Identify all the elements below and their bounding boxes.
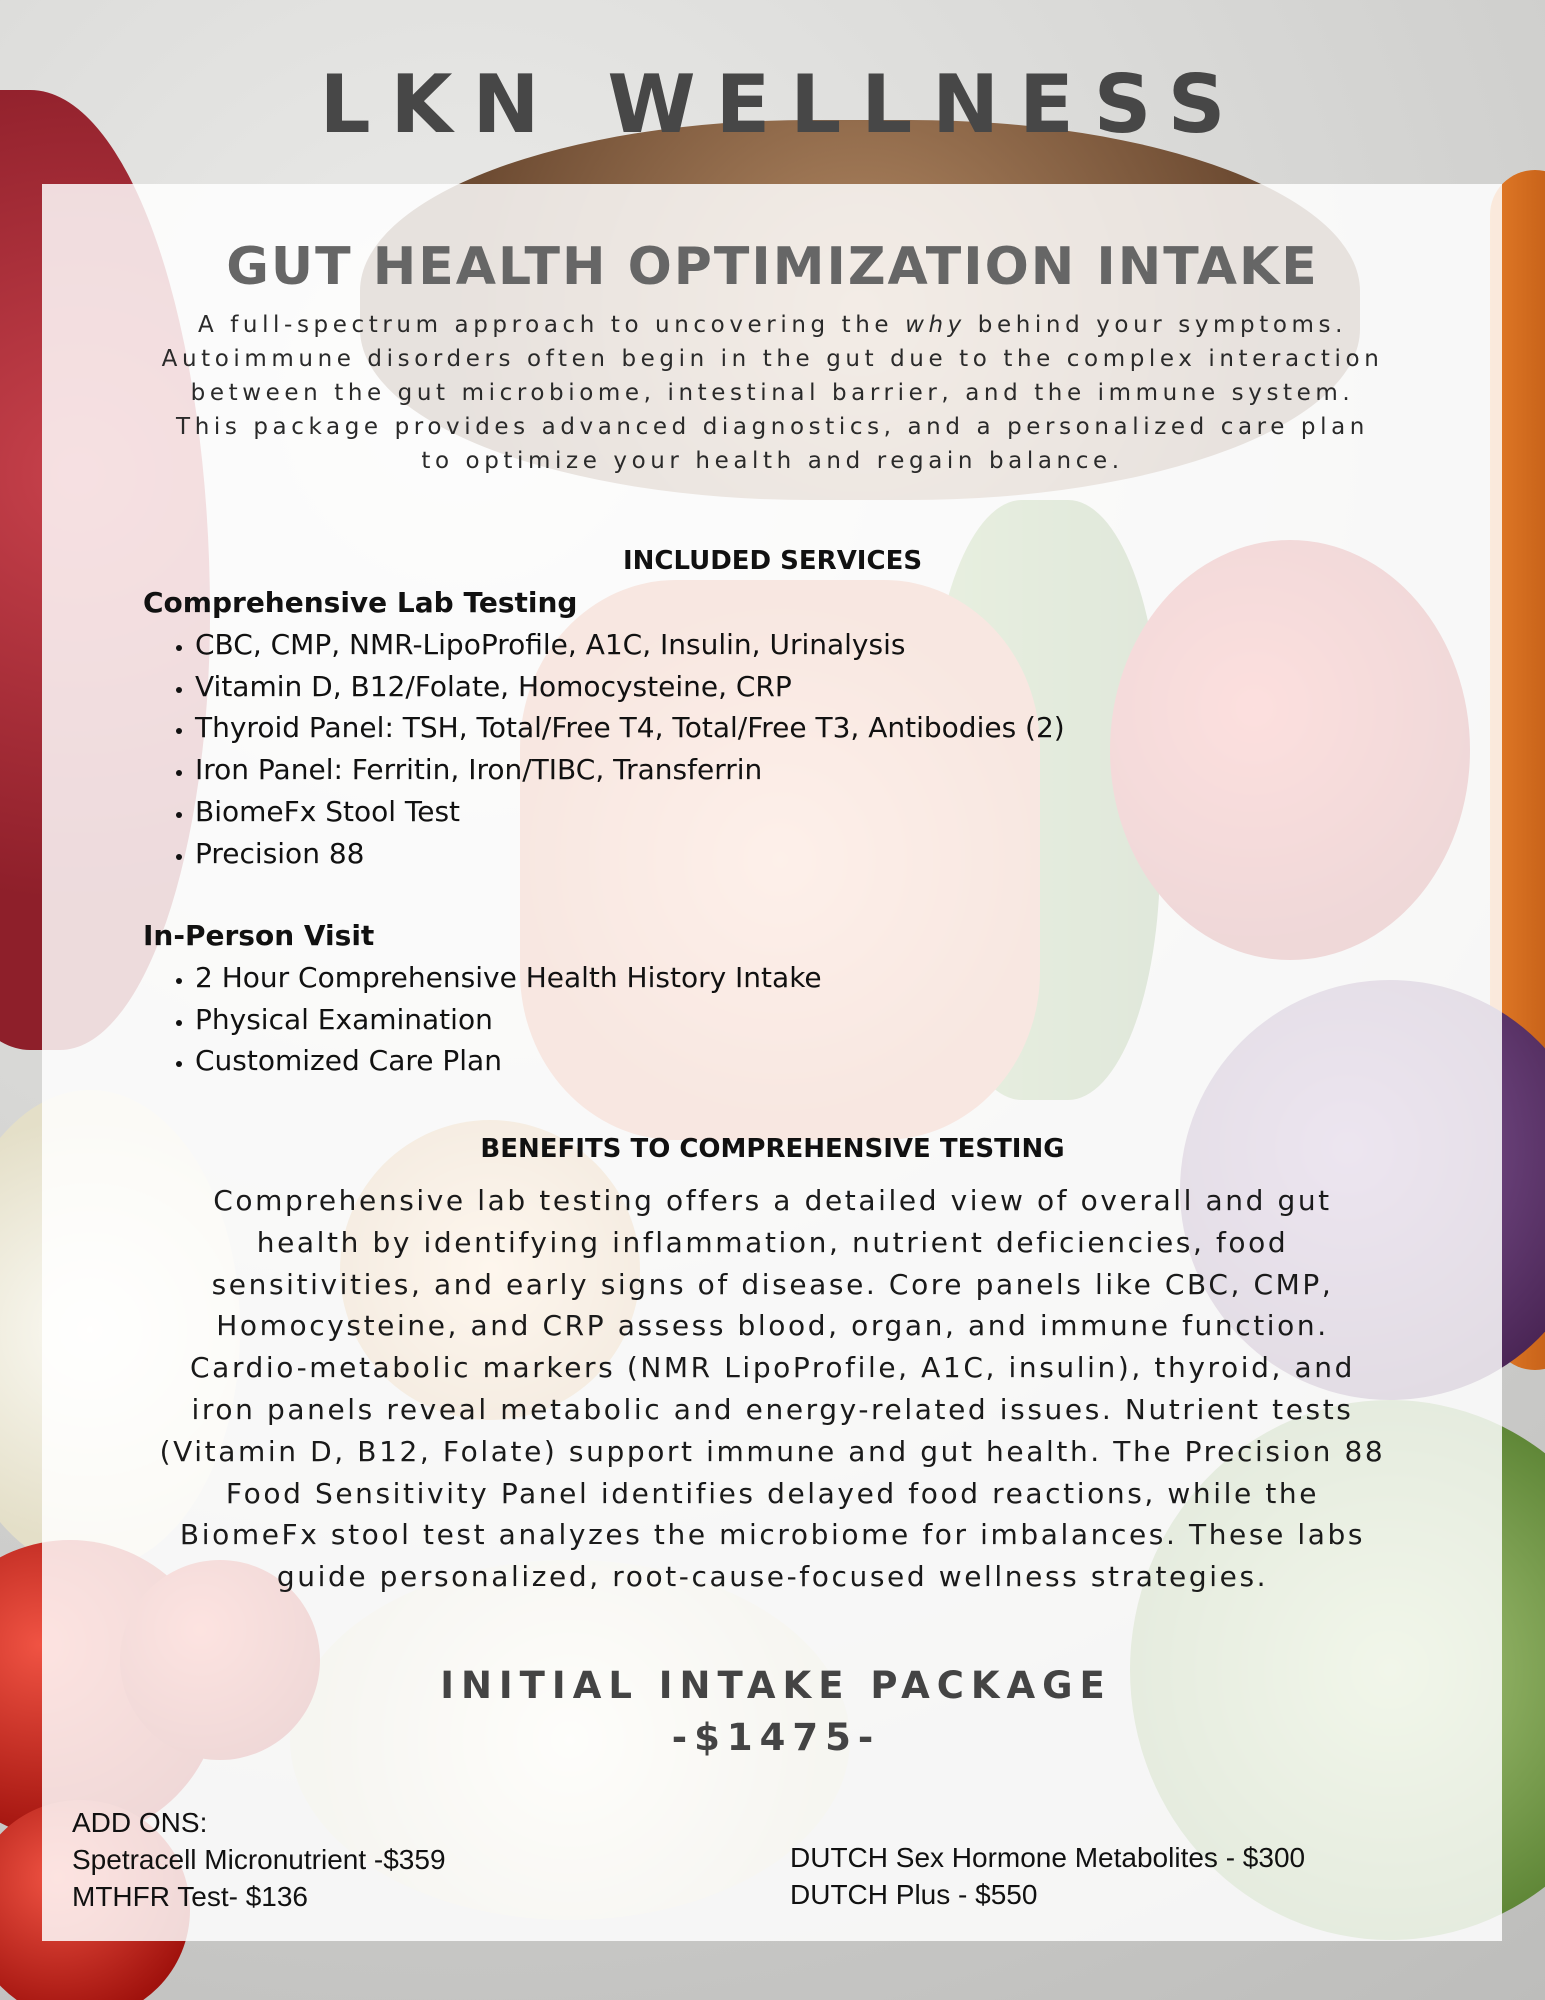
benefits-line: BiomeFx stool test analyzes the microbiome for imbalances. These labs — [179, 1518, 1366, 1552]
intro-line: Autoimmune disorders often begin in the gut due to the complex interaction — [161, 346, 1384, 372]
benefits-line: iron panels reveal metabolic and energy-related issues. Nutrient tests — [191, 1392, 1354, 1426]
in-person-visit-list — [143, 957, 822, 1082]
list-item: • BiomeFx Stool Test — [195, 791, 1065, 833]
intro-paragraph — [120, 308, 1425, 478]
addon-item: DUTCH Sex Hormone Metabolites - $300 — [790, 1842, 1306, 1873]
intro-line: A full-spectrum approach to uncovering the why behind your symptoms. — [197, 312, 1348, 338]
page-title: GUT HEALTH OPTIMIZATION INTAKE — [226, 237, 1319, 297]
list-item: • Vitamin D, B12/Folate, Homocysteine, CRP — [195, 666, 1065, 708]
benefits-line: (Vitamin D, B12, Folate) support immune and gut health. The Precision 88 — [159, 1434, 1386, 1468]
intro-line: between the gut microbiome, intestinal barrier, and the immune system. — [190, 380, 1355, 406]
benefits-line: Cardio-metabolic markers (NMR LipoProfile, A1C, insulin), thyroid, and — [190, 1351, 1355, 1385]
addon-item: DUTCH Plus - $550 — [790, 1879, 1038, 1910]
list-item: • Physical Examination — [195, 999, 822, 1041]
benefits-line: Food Sensitivity Panel identifies delayed food reactions, while the — [225, 1476, 1320, 1510]
benefits-heading: BENEFITS TO COMPREHENSIVE TESTING — [480, 1134, 1065, 1164]
addons-right-column — [790, 1839, 1305, 1913]
benefits-paragraph — [140, 1180, 1405, 1598]
benefits-line: sensitivities, and early signs of disease. Core panels like CBC, CMP, — [211, 1267, 1334, 1301]
addons-left-column — [72, 1804, 446, 1915]
intro-line: to optimize your health and regain balance. — [421, 448, 1124, 474]
list-item: • Precision 88 — [195, 833, 1065, 875]
addon-item: MTHFR Test- $136 — [72, 1881, 308, 1912]
intro-line: This package provides advanced diagnostics, and a personalized care plan — [176, 414, 1369, 440]
lab-testing-list — [143, 624, 1065, 874]
brand-title: LKN WELLNESS — [319, 58, 1246, 151]
addon-item: Spetracell Micronutrient -$359 — [72, 1844, 446, 1875]
addons-heading: ADD ONS: — [72, 1807, 208, 1838]
intro-emphasis: why — [905, 312, 966, 338]
package-price: -$1475- — [671, 1716, 881, 1759]
package-label: INITIAL INTAKE PACKAGE — [440, 1664, 1112, 1707]
list-item: • Iron Panel: Ferritin, Iron/TIBC, Transferrin — [195, 749, 1065, 791]
benefits-line: health by identifying inflammation, nutrient deficiencies, food — [256, 1225, 1289, 1259]
list-item: • 2 Hour Comprehensive Health History Intake — [195, 957, 822, 999]
included-services-heading: INCLUDED SERVICES — [622, 546, 923, 576]
benefits-line: Comprehensive lab testing offers a detailed view of overall and gut — [213, 1184, 1332, 1217]
lab-testing-heading: Comprehensive Lab Testing — [143, 586, 578, 619]
list-item: • CBC, CMP, NMR-LipoProfile, A1C, Insulin, Urinalysis — [195, 624, 1065, 666]
benefits-line: guide personalized, root-cause-focused wellness strategies. — [276, 1560, 1269, 1594]
in-person-visit-heading: In-Person Visit — [143, 919, 375, 952]
benefits-line: Homocysteine, and CRP assess blood, organ, and immune function. — [216, 1309, 1329, 1343]
list-item: • Customized Care Plan — [195, 1040, 822, 1082]
list-item: • Thyroid Panel: TSH, Total/Free T4, Total/Free T3, Antibodies (2) — [195, 707, 1065, 749]
